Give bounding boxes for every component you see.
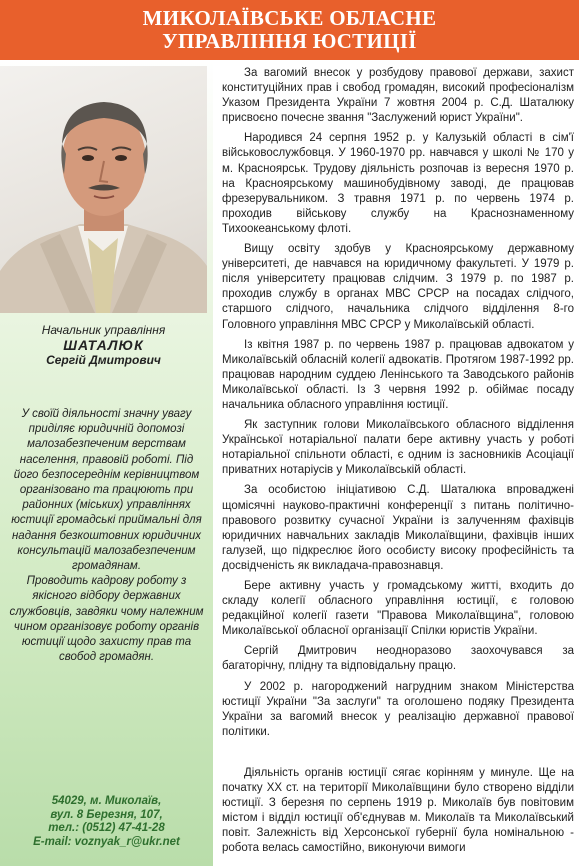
body-paragraph: Бере активну участь у громадському житті, входить до складу колегії обласного управління юстиції, є головою редакційної колегії газети "Правова Миколаївщина", головою Миколаївської обласної організації Спілки юристів України. (222, 580, 574, 638)
header-title-line1: МИКОЛАЇВСЬКЕ ОБЛАСНЕ (142, 6, 437, 30)
sidebar-paragraph: У своїй діяльності значну увагу приділяє юридичній допомозі малозабезпеченим верствам населення, правовій роботі. Під його безпосереднім керівництвом організовано та працюють при районних (міських) управліннях юстиції громадські приймальні для надання безкоштовних юридичних консультацій малозабезпеченим громадянам. (11, 408, 202, 573)
body-paragraph: Із квітня 1987 р. по червень 1987 р. працював адвокатом у Миколаївській обласній колегії адвокатів. Протягом 1987-1992 рр. працював народним суддею Ленінського та Заводського районів Миколаївської області. Із 3 червня 1992 р. обіймає посаду начальника обласного управління юстиції. (222, 338, 574, 411)
contact-postal-code: 54029, м. Миколаїв, (51, 795, 162, 807)
body-paragraph: Сергій Дмитрович неодноразово заохочувався за багаторічну, плідну та відповідальну працю. (222, 645, 574, 673)
body-paragraph: У 2002 р. нагороджений нагрудним знаком Міністерства юстиції України "За заслуги" та оголошено подяку Президента України за вагомий внесок у реалізацію державної правової політики. (222, 680, 574, 738)
photo-caption (0, 323, 207, 368)
page-header (0, 0, 579, 60)
contact-block (0, 795, 213, 849)
body-paragraph: Народився 24 серпня 1952 р. у Калузькій області в сім'ї військовослужбовця. У 1960-1970 рр. навчався у школі № 170 у м. Красноярськ. Трудову діяльність розпочав із вересня 1970 р. на Красноярському машинобудівному заводі, де працював фрезерувальником. З травня 1971 р. по червень 1974 р. проходив військову службу на Краснознаменному Тихоокеанському флоті. (222, 132, 574, 235)
body-paragraph: За вагомий внесок у розбудову правової держави, захист конституційних прав і свобод громадян, високий професіоналізм Указом Президента України 7 жовтня 2004 р. С.Д. Шаталюку присвоєно почесне звання "Заслужений юрист України". (222, 67, 574, 125)
main-text (222, 66, 574, 862)
body-paragraph: Як заступник голови Миколаївського обласного відділення Української нотаріальної палати бере активну участь у роботі нотаріальної спільноти області, є одним із засновників Асоціації приватних нотаріусів у Миколаївській області. (222, 419, 574, 477)
portrait-photo (0, 66, 207, 313)
contact-email[interactable]: E-mail: voznyak_r@ukr.net (33, 835, 180, 848)
body-paragraph: Діяльність органів юстиції сягає корінням у минуле. Ще на початку XX ст. на території Миколаївщини було створено відділи юстиції. З березня по серпень 1919 р. Миколаїв був повітовим містом і відділ юстиції об'єднував м. Миколаїв та Миколаївський повіт. Залежність від Херсонської губернії була номінальною - робота велась самостійно, виконуючи вимоги (222, 766, 574, 855)
caption-position: Начальник управління (41, 323, 166, 337)
body-paragraph: Вищу освіту здобув у Красноярському державному університеті, де навчався на юридичному факультеті. У 1979 р. після університету працював слідчим. З 1979 р. по 1987 р. проходив службу в органах МВС СРСР на посадах слідчого, старшого слідчого, начальника слідчого відділення 8-го Головного управління МВС СРСР у Миколаївській області. (222, 243, 574, 331)
caption-surname: ШАТАЛЮК (63, 337, 144, 353)
caption-name: Сергій Дмитрович (46, 353, 161, 367)
sidebar-paragraph: Проводить кадрову роботу з якісного відбору державних службовців, завдяки чому належним чином організовує роботу органів юстиції щодо захисту прав та свобод громадян. (9, 575, 204, 664)
contact-street: вул. 8 Березня, 107, (50, 808, 163, 821)
sidebar-text (6, 407, 207, 665)
contact-phone: тел.: (0512) 47-41-28 (48, 822, 165, 835)
portrait-illustration (0, 66, 207, 313)
body-paragraph: За особистою ініціативою С.Д. Шаталюка впроваджені щомісячні науково-практичні конференції з питань політично-правового розвитку сучасної України із залученням фахівців юридичних навчальних закладів Миколаївщини, фахівців інших галузей, що підкреслює його особисту високу професійність та досвідченість як викладача-правознавця. (222, 484, 574, 572)
header-title-line2: УПРАВЛІННЯ ЮСТИЦІЇ (162, 29, 417, 53)
